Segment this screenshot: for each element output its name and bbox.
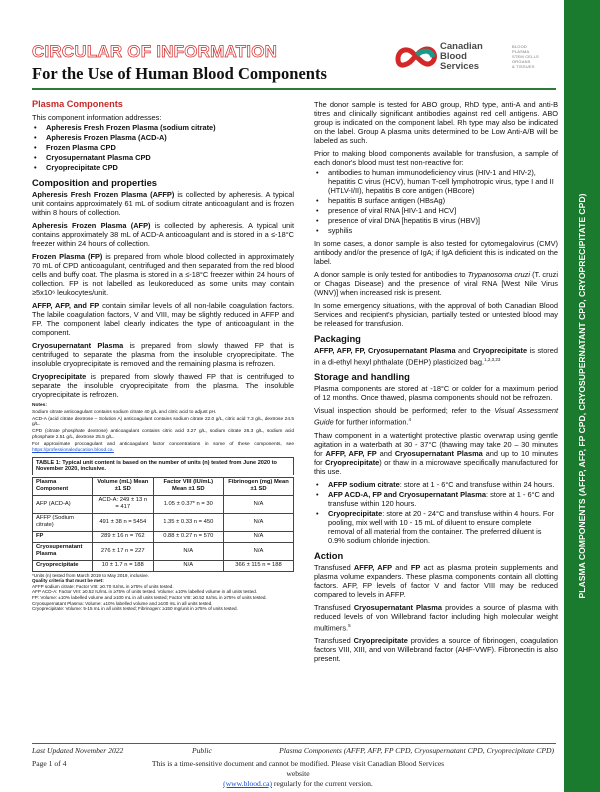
list-item: • Cryoprecipitate CPD [32,163,294,172]
circular-title: CIRCULAR OF INFORMATION [32,42,278,61]
list-item: • AFP ACD-A, FP and Cryosupernatant Plasma: store at 1 - 6°C and transfuse within 120 hours. [314,490,558,508]
table-row: AFFP (Sodium citrate) 491 ± 38 n = 5454 1.35 ± 0.33 n = 450 N/A [33,513,294,531]
professional-education-link[interactable]: https://professionaleducation.blood.ca. [32,447,114,453]
action-paragraph-3: Transfused Cryoprecipitate provides a source of fibrinogen, coagulation factors VIII, XIII, and von Willebrand factor (AHF-VWF). Fibronectin is also present. [314,636,559,664]
list-item: • Frozen Plasma CPD [32,143,294,152]
sidebar-title: PLASMA COMPONENTS (AFFP, AFP, FP CPD, CRYOSUPERNATANT CPD, CRYOPRECIPITATE CPD) [577,193,587,599]
packaging-heading: Packaging [314,333,361,344]
fp-paragraph: Frozen Plasma (FP) is prepared from whole blood collected in approximately 70 mL of CPD anticoagulant, centrifuged and then separated from the red blood cells and buffy coat. The plasma is stored in a ≤-18°C freezer within 24 hours of collection. FP is not labelled as leukoreduced as some units may contain ≥5x10⁶ leukocytes/unit. [32,252,294,297]
footer-notice: This is a time-sensitive document and cannot be modified. Please visit Canadian Blood Services website (www.blood.ca) regularly for the current version. [151,759,445,788]
packaging-paragraph: AFFP, AFP, FP, Cryosupernatant Plasma and Cryoprecipitate is stored in a di-ethyl hexyl phthalate (DEHP) plasticized bag.$^{1,2,3,23}$ [314,346,558,367]
footer-rule [32,743,556,744]
page-number: Page 1 of 4 [32,759,67,768]
table-caption: TABLE 1: Typical unit content is based on the number of units (n) tested from June 2020 to November 2020, inclusive. [32,457,294,474]
table-notes: *Units (n) tested from March 2019 to May 2019, inclusive. Quality criteria that must be met: AFFP sodium citrate: Factor VIII: ≥0.70 IU/mL in ≥75% of units tested. AFP ACD-A: Factor VIII: ≥0.52 IU/mL in ≥75% of units tested. Volume: ±10% labelled volume in all units tested. FP: Volume: ±10% labelled volume and ≥100 mL in all units tested; Factor VIII: ≥0.52 IU/mL in ≥75% of units tested. Cryosupernatant Plasma: Volume: ±10% labelled volume and ≥100 mL in all units tested. Cryoprecipitate: Volume: 5-15 mL in all units tested; Fibrinogen: ≥150 mg/unit in ≥75% of units tested. [32,572,267,612]
list-item: • presence of viral RNA [HIV-1 and HCV] [314,206,558,215]
cryosupernatant-paragraph: Cryosupernatant Plasma is prepared from slowly thawed FP that is centrifuged to separate the plasma from the insoluble cryoprecipitate. The insoluble cryoprecipitate is removed and the remaining plasma is refrozen. [32,341,294,368]
logo-tagline: BLOOD PLASMA STEM CELLS ORGANS & TISSUES [512,44,539,69]
storage-paragraph: Plasma components are stored at -18°C or colder for a maximum period of 12 months. Once thawed, plasma components should not be refrozen. [314,384,558,403]
storage-heading: Storage and handling [314,371,410,383]
website-link[interactable]: (www.blood.ca) [223,779,273,788]
table-row: Cryosupernatant Plasma 276 ± 17 n = 227 N/A N/A [33,542,294,560]
action-paragraph-1: Transfused AFFP, AFP and FP act as plasma protein supplements and plasma volume expanders. These plasma components contain all clotting factors. AFP, FP levels of factor V and factor VIII may be reduced compared to levels in AFFP. [314,562,558,599]
cmv-paragraph: In some cases, a donor sample is also tested for cytomegalovirus (CMV) antibody and/or the presence of IgA; if IgA deficient this is indicated on the label. [314,239,558,266]
header-rule [32,88,556,90]
list-item: • antibodies to human immunodeficiency virus (HIV-1 and HIV-2), hepatitis C virus (HCV), human T-cell lymphotropic virus, type I and II (HTLV-I/II), hepatitis B core antigen (HBcore) [314,168,558,195]
afp-paragraph: Apheresis Frozen Plasma (AFP) is collected by apheresis. A typical unit contains approximately 38 mL of ACD-A anticoagulant and is stored in a ≤-18°C freezer within 24 hours of collection. [32,221,294,248]
similarity-paragraph: AFFP, AFP, and FP contain similar levels of all non-labile coagulation factors. The labile coagulation factors, V and VIII, may be slightly reduced in AFFP and FP. The component label clearly indicates the type of anticoagulant in the component. [32,301,294,337]
logo-wordmark: Canadian Blood Services [440,41,483,72]
list-item: • Cryosupernatant Plasma CPD [32,153,294,162]
classification: Public [192,746,212,755]
right-column [314,100,558,667]
document-subtitle: For the Use of Human Blood Components [32,64,327,83]
inspection-paragraph: Visual inspection should be performed; refer to the Visual Assessment Guide for further information.$^4$ [314,406,558,427]
list-item: • AFFP sodium citrate: store at 1 - 6°C and transfuse within 24 hours. [314,480,558,489]
last-updated: Last Updated November 2022 [32,746,124,755]
footer-title: Plasma Components (AFFP, AFP, FP CPD, Cryosupernatant CPD, Cryoprecipitate CPD) [279,746,554,755]
list-item: • Apheresis Fresh Frozen Plasma (sodium citrate) [32,123,294,132]
left-column [32,100,294,612]
list-item: • hepatitis B surface antigen (HBsAg) [314,196,558,205]
table-row: AFP (ACD-A) ACD-A: 249 ± 13 n = 417 1.05 ± 0.37* n = 30 N/A [33,495,294,513]
emergency-paragraph: In some emergency situations, with the approval of both Canadian Blood Services and recipient's physician, partially tested or untested blood may be released for transfusion. [314,301,558,328]
component-list [32,123,294,172]
anticoagulant-notes: Notes: Sodium citrate anticoagulant contains sodium citrate 40 g/L and citric acid to adjust pH. ACD-A (acid citrate dextrose – Solution A) anticoagulant contains sodium citrate 22.0 g/L, citric acid 7.3 g/L, dextrose 24.5 g/L. CPD (citrate phosphate dextrose) anticoagulant contains citric acid 3.27 g/L, sodium citrate 26.3 g/L, sodium acid phosphate 2.51 g/L, dextrose 25.5 g/L. For approximate procoagulant and anticoagulant factor concentrations in some of these components, see https://professionaleducation.blood.ca. [32,403,294,453]
intro-text: This component information addresses: [32,113,162,122]
storage-list [314,480,558,545]
list-item: • syphilis [314,226,558,235]
cryoprecipitate-paragraph: Cryoprecipitate is prepared from slowly thawed FP that is centrifuged to separate the insoluble cryoprecipitate from the plasma. The insoluble cryoprecipitate is refrozen. [32,372,294,399]
test-list [314,168,558,235]
action-heading: Action [314,549,344,561]
table-header-row: Plasma Component Volume (mL) Mean ±1 SD Factor VIII (IU/mL) Mean ±1 SD Fibrinogen (mg) Mean ±1 SD [33,477,294,495]
table-row: Cryoprecipitate 10 ± 1.7 n = 188 N/A 366 ± 115 n = 188 [33,560,294,571]
list-item: • presence of viral DNA [hepatitis B virus (HBV)] [314,216,558,225]
action-paragraph-2: Transfused Cryosupernatant Plasma provides a source of plasma with reduced levels of von Willebrand factor including high molecular weight multimers.$^5$ [314,602,558,633]
composition-heading: Composition and properties [32,177,158,188]
table-row: FP 289 ± 16 n = 762 0.88 ± 0.27 n = 570 N/A [33,531,294,542]
list-item: • Cryoprecipitate: store at 20 - 24°C and transfuse within 4 hours. For pooling, mix well with 10 - 15 mL of diluent to ensure complete removal of all material from the container. The preferred diluent is 0.9% sodium chloride injection. [314,509,558,545]
list-item: • Apheresis Frozen Plasma (ACD-A) [32,133,294,142]
thaw-paragraph: Thaw component in a watertight protective plastic overwrap using gentle agitation in a waterbath at 30 - 37°C (thawing may take 20 – 30 minutes for AFFP, AFP, FP and Cryosupernatant Plasma and up to 10 minutes for Cryoprecipitate) or thaw in a microwave specifically manufactured for this use. [314,430,558,476]
unit-content-table [32,477,294,572]
section-title: Plasma Components [32,99,123,109]
pre-testing-paragraph: Prior to making blood components available for transfusion, a sample of each donor's blood must test non-reactive for: [314,149,558,167]
donor-testing-paragraph: The donor sample is tested for ABO group, RhD type, anti-A and anti-B titres and clinically significant antibodies against red cell antigens. ABO group is indicated on the component label. Rh type may also be indicated on the label. Group A plasma units determined to be Low Anti-A/B will be labeled as such. [314,100,558,145]
chagas-paragraph: A donor sample is only tested for antibodies to Trypanosoma cruzi (T. cruzi or Chagas Disease) and the presence of viral RNA [West Nile Virus (WNV)] when increased risk is present. [314,270,558,297]
affp-paragraph: Apheresis Fresh Frozen Plasma (AFFP) is collected by apheresis. A typical unit contains approximately 61 mL of sodium citrate anticoagulant and is frozen within 8 hours of collection. [32,190,294,217]
